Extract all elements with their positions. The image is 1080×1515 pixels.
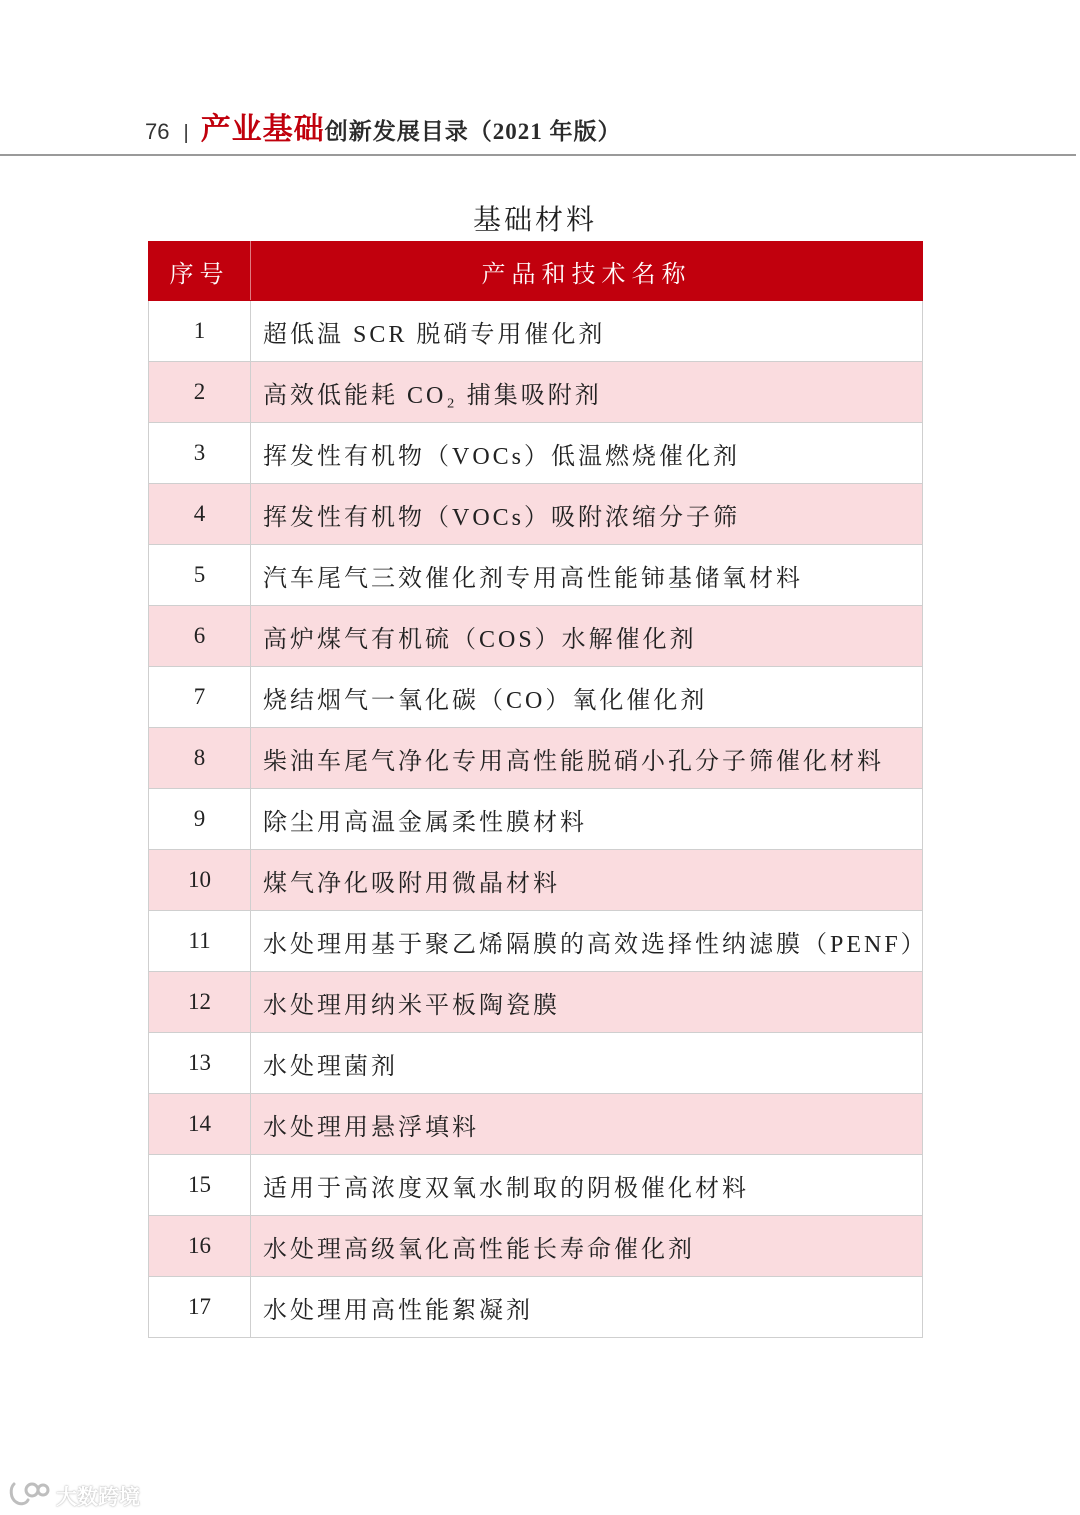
table-row [149,850,923,911]
row-name: 水处理用高性能絮凝剂 [251,1277,923,1338]
table-row [149,606,923,667]
row-name: 水处理菌剂 [251,1033,923,1094]
row-number: 2 [149,362,251,423]
page-header [145,104,621,148]
row-number: 9 [149,789,251,850]
row-name: 适用于高浓度双氧水制取的阴极催化材料 [251,1155,923,1216]
row-name: 水处理用悬浮填料 [251,1094,923,1155]
row-number: 13 [149,1033,251,1094]
header-title-rest: 创新发展目录（2021 年版） [324,119,622,144]
table-row [149,1155,923,1216]
header-divider [0,154,1076,156]
row-name: 煤气净化吸附用微晶材料 [251,850,923,911]
row-name: 除尘用高温金属柔性膜材料 [251,789,923,850]
table-row [149,423,923,484]
row-number: 8 [149,728,251,789]
watermark [8,1478,140,1513]
table-row [149,667,923,728]
watermark-text: 大数跨境 [56,1485,140,1509]
row-number: 1 [149,301,251,362]
row-number: 17 [149,1277,251,1338]
row-number: 11 [149,911,251,972]
header-title-highlight: 产业基础 [200,113,325,146]
row-number: 7 [149,667,251,728]
table-row [149,1033,923,1094]
table-row [149,301,923,362]
table-row [149,484,923,545]
table-row [149,789,923,850]
row-name: 高效低能耗 CO₂ 捕集吸附剂 [251,362,923,423]
table-row [149,362,923,423]
table-row [149,545,923,606]
row-number: 12 [149,972,251,1033]
row-name: 柴油车尾气净化专用高性能脱硝小孔分子筛催化材料 [251,728,923,789]
table-row [149,972,923,1033]
row-number: 5 [149,545,251,606]
row-number: 10 [149,850,251,911]
table-row [149,1094,923,1155]
row-name: 超低温 SCR 脱硝专用催化剂 [251,301,923,362]
row-number: 15 [149,1155,251,1216]
row-number: 16 [149,1216,251,1277]
table-row [149,728,923,789]
watermark-logo-icon [8,1478,50,1513]
header-separator: | [183,122,189,144]
table-row [149,1216,923,1277]
column-header-no: 序号 [149,242,251,301]
catalog-table [148,241,928,1338]
section-title: 基础材料 [472,205,597,236]
table-row [149,1277,923,1338]
table-header-row [149,242,923,301]
row-number: 6 [149,606,251,667]
row-name: 汽车尾气三效催化剂专用高性能铈基储氧材料 [251,545,923,606]
page-number: 76 [145,119,170,144]
row-name: 水处理用基于聚乙烯隔膜的高效选择性纳滤膜（PENF） [251,911,923,972]
row-name: 挥发性有机物（VOCs）吸附浓缩分子筛 [251,484,923,545]
column-header-name: 产品和技术名称 [251,242,923,301]
row-name: 水处理用纳米平板陶瓷膜 [251,972,923,1033]
row-name: 水处理高级氧化高性能长寿命催化剂 [251,1216,923,1277]
row-name: 高炉煤气有机硫（COS）水解催化剂 [251,606,923,667]
row-number: 14 [149,1094,251,1155]
row-number: 4 [149,484,251,545]
table-row [149,911,923,972]
row-number: 3 [149,423,251,484]
row-name: 挥发性有机物（VOCs）低温燃烧催化剂 [251,423,923,484]
row-name: 烧结烟气一氧化碳（CO）氧化催化剂 [251,667,923,728]
